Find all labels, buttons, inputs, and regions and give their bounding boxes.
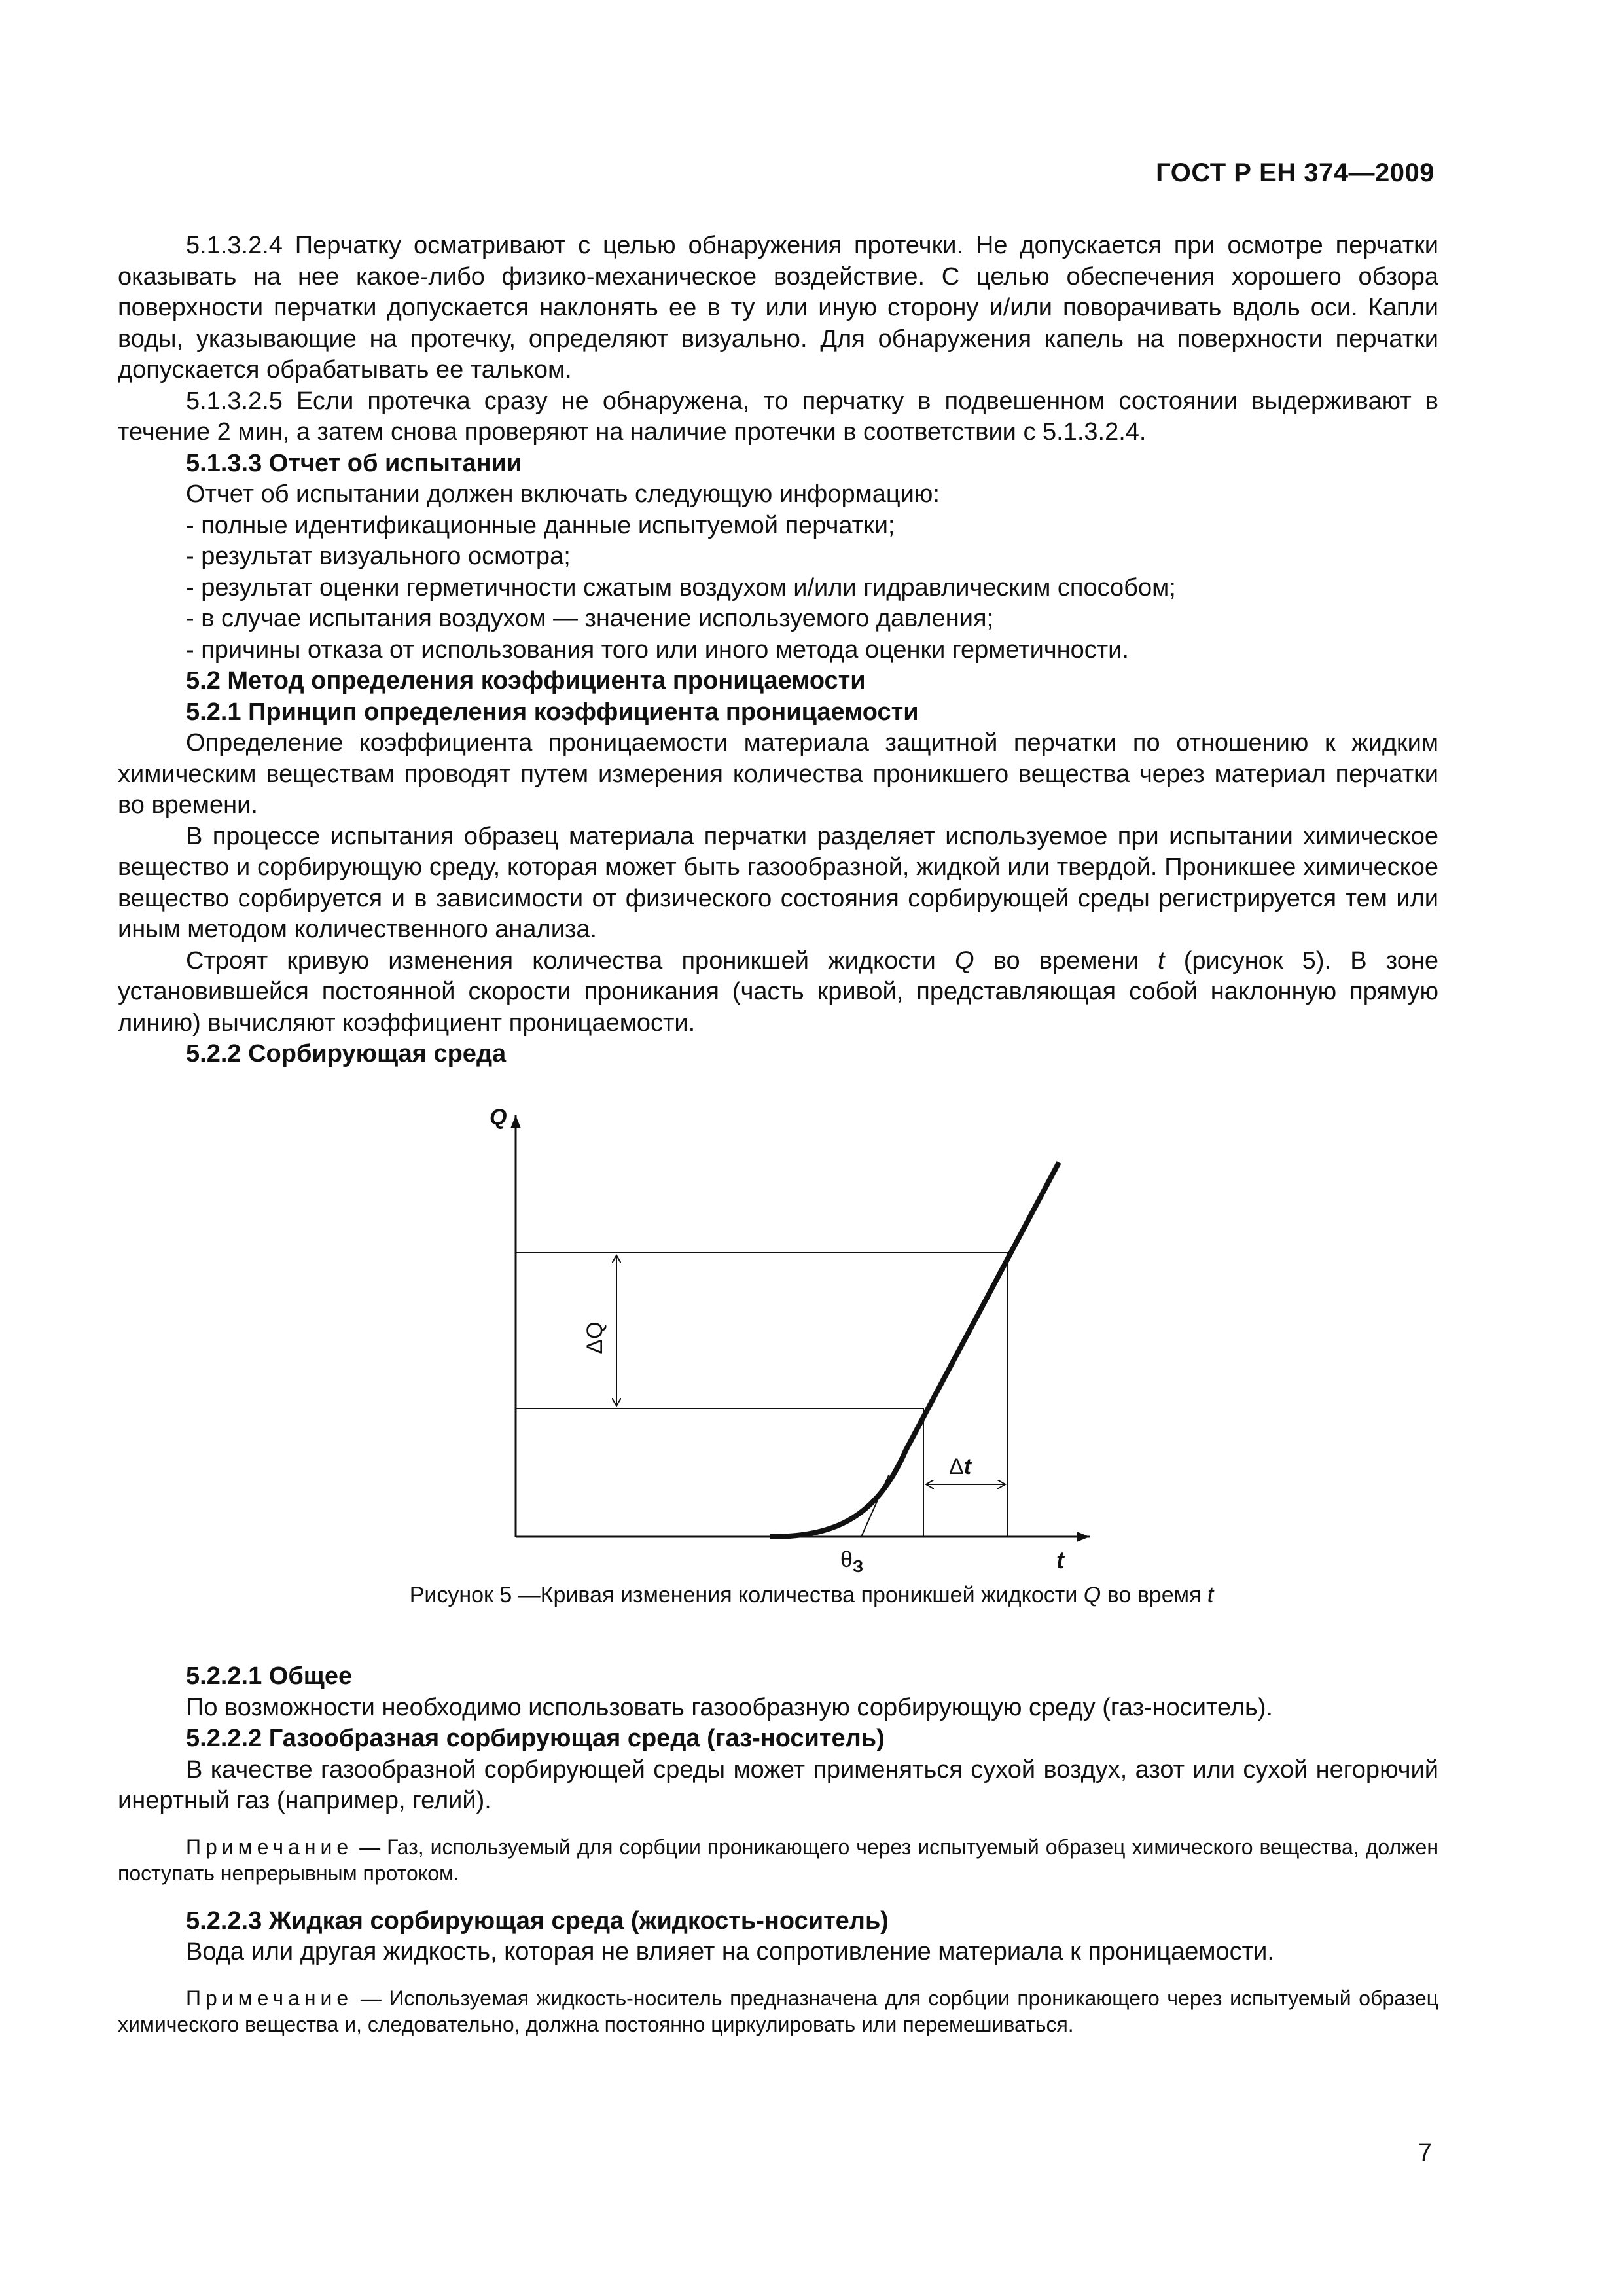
paragraph-gas-medium: В качестве газообразной сорбирующей среды может применяться сухой воздух, азот или сухой негорючий инертный газ (например, гелий). xyxy=(118,1755,1438,1814)
note-text: — Газ, используемый для сорбции проникающего через испытуемый образец химического вещества, должен поступать непрерывным протоком. xyxy=(118,1835,1438,1885)
curve-text-part: Строят кривую изменения количества проникшей жидкости xyxy=(186,946,955,975)
heading-5-2-2-2: 5.2.2.2 Газообразная сорбирующая среда (газ-носитель) xyxy=(186,1725,885,1752)
heading-5-2: 5.2 Метод определения коэффициента проницаемости xyxy=(186,667,866,694)
note-text: — Используемая жидкость-носитель предназначена для сорбции проникающего через испытуемый образец химического вещества и, следовательно, должна постоянно циркулировать или перемешиваться. xyxy=(118,1986,1438,2036)
permeation-curve-figure xyxy=(445,1097,1106,1581)
paragraph-5-1-3-2-5: 5.1.3.2.5 Если протечка сразу не обнаружена, то перчатку в подвешенном состоянии выдерживают в течение 2 мин, а затем снова проверяют на наличие протечки в соответствии с 5.1.3.2.4. xyxy=(118,387,1438,446)
heading-5-1-3-3: 5.1.3.3 Отчет об испытании xyxy=(186,449,522,477)
caption-t: t xyxy=(1207,1583,1214,1607)
caption-q: Q xyxy=(1083,1583,1101,1607)
curve-text-part: во времени xyxy=(974,946,1158,975)
upper-text-block xyxy=(118,230,1438,1070)
heading-5-2-2: 5.2.2 Сорбирующая среда xyxy=(186,1040,507,1067)
paragraph-liquid-medium: Вода или другая жидкость, которая не влияет на сопротивление материала к проницаемости. xyxy=(186,1938,1274,1965)
theta-symbol: θ xyxy=(840,1547,853,1572)
list-item: - полные идентификационные данные испытуемой перчатки; xyxy=(186,511,895,539)
note-gas xyxy=(118,1834,1438,1886)
note-tag: Примечание xyxy=(186,1986,353,2010)
t-variable: t xyxy=(1157,946,1165,975)
delta-q-label: ΔQ xyxy=(582,1321,607,1354)
paragraph-permeability-definition: Определение коэффициента проницаемости материала защитной перчатки по отношению к жидким химическим веществам проводят путем измерения количества проникшего вещества через материал перчатки во времени. xyxy=(118,729,1438,819)
y-axis-label: Q xyxy=(490,1105,507,1130)
curve-text-part: (рисунок 5). В зоне установившейся постоянной скорости проникания (часть кривой, представляющая собой наклонную прямую линию) вычисляют коэффициент проницаемости. xyxy=(118,946,1438,1037)
page-number: 7 xyxy=(1418,2139,1432,2166)
paragraph-test-process: В процессе испытания образец материала перчатки разделяет используемое при испытании химическое вещество и сорбирующую среду, которая может быть газообразной, жидкой или твердой. Проникшее химическое вещество сорбируется и в зависимости от физического состояния сорбирующей среды регистрируется тем или иным методом количественного анализа. xyxy=(118,822,1438,943)
lower-text-block xyxy=(118,1661,1438,2037)
figure-caption xyxy=(0,1583,1623,1608)
list-item: - в случае испытания воздухом — значение используемого давления; xyxy=(186,605,994,632)
delta-symbol: Δ xyxy=(949,1454,964,1479)
caption-text: во время xyxy=(1101,1583,1207,1607)
note-liquid xyxy=(118,1985,1438,2037)
delta-t-variable: t xyxy=(963,1454,972,1479)
report-intro: Отчет об испытании должен включать следующую информацию: xyxy=(186,480,940,508)
x-axis-label: t xyxy=(1056,1547,1064,1573)
delta-t-label xyxy=(949,1454,972,1479)
list-item: - причины отказа от использования того или иного метода оценки герметичности. xyxy=(186,636,1129,664)
heading-5-2-2-3: 5.2.2.3 Жидкая сорбирующая среда (жидкость-носитель) xyxy=(186,1907,889,1935)
list-item: - результат визуального осмотра; xyxy=(186,543,571,570)
theta-subscript: З xyxy=(852,1556,864,1576)
permeation-curve xyxy=(770,1162,1059,1537)
paragraph-5-1-3-2-4: 5.1.3.2.4 Перчатку осматривают с целью обнаружения протечки. Не допускается при осмотре перчатки оказывать на нее какое-либо физико-механическое воздействие. С целью обеспечения хорошего обзора поверхности перчатки допускается наклонять ее в ту или иную сторону и/или поворачивать вдоль оси. Капли воды, указывающие на протечку, определяют визуально. Для обнаружения капель на поверхности перчатки допускается обрабатывать ее тальком. xyxy=(118,232,1438,384)
heading-5-2-2-1: 5.2.2.1 Общее xyxy=(186,1662,353,1690)
paragraph-general: По возможности необходимо использовать газообразную сорбирующую среду (газ-носитель). xyxy=(186,1693,1274,1721)
document-code-header: ГОСТ Р ЕН 374—2009 xyxy=(1156,158,1435,187)
caption-text: Рисунок 5 —Кривая изменения количества проникшей жидкости xyxy=(409,1583,1084,1607)
note-tag: Примечание xyxy=(186,1835,353,1859)
heading-5-2-1: 5.2.1 Принцип определения коэффициента проницаемости xyxy=(186,698,919,726)
paragraph-curve-construction xyxy=(118,946,1438,1039)
list-item: - результат оценки герметичности сжатым воздухом и/или гидравлическим способом; xyxy=(186,573,1176,601)
theta-label xyxy=(840,1547,863,1576)
q-variable: Q xyxy=(955,946,974,975)
